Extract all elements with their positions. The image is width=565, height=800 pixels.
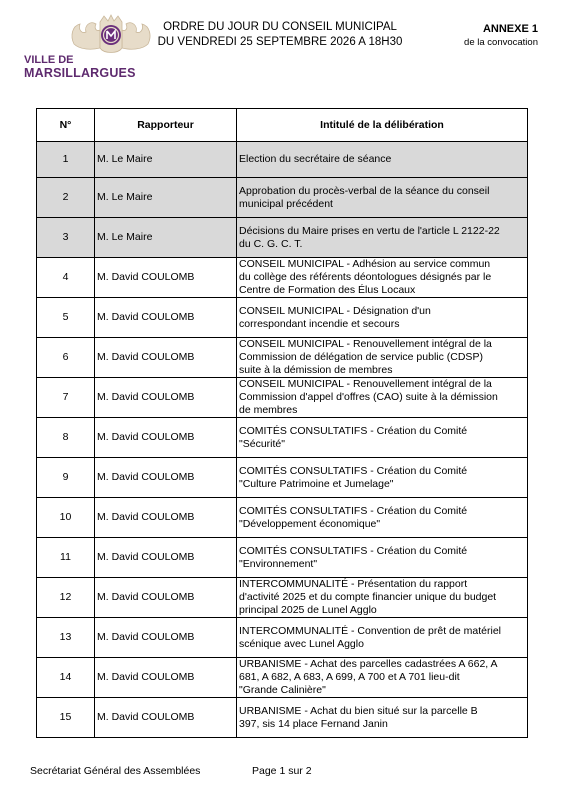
table-row [37,258,528,298]
item-intitule [237,258,528,298]
item-rapporteur: M. David COULOMB [95,418,237,458]
item-number: 15 [37,698,95,738]
item-intitule [237,298,528,338]
coat-of-arms-emblem [66,14,156,58]
column-header-intitule: Intitulé de la délibération [237,109,528,142]
document-title-line2: DU VENDREDI 25 SEPTEMBRE 2026 A 18H30 [157,36,403,48]
document-title [145,20,415,50]
item-rapporteur: M. David COULOMB [95,658,237,698]
intitule-line: COMITÉS CONSULTATIFS - Création du Comité [239,504,468,517]
item-number: 5 [37,298,95,338]
item-rapporteur: M. David COULOMB [95,258,237,298]
item-intitule [237,338,528,378]
item-number: 8 [37,418,95,458]
annex-subtitle: de la convocation [464,37,538,48]
table-row [37,658,528,698]
intitule-line: Centre de Formation des Élus Locaux [239,284,416,296]
item-number: 4 [37,258,95,298]
item-intitule [237,538,528,578]
table-row [37,618,528,658]
item-rapporteur: M. David COULOMB [95,458,237,498]
intitule-line: du C. G. C. T. [239,237,303,250]
item-number: 14 [37,658,95,698]
item-intitule [237,378,528,418]
annex-label [464,22,538,49]
intitule-line: municipal précédent [239,197,333,210]
column-header-number: N° [37,109,95,142]
table-row [37,538,528,578]
table-row [37,142,528,178]
intitule-line: "Grande Calinière" [239,684,326,696]
table-row [37,338,528,378]
intitule-line: CONSEIL MUNICIPAL - Adhésion au service commun [239,258,491,270]
footer-page-number: Page 1 sur 2 [252,765,312,777]
intitule-line: 681, A 682, A 683, A 699, A 700 et A 701 lieu-dit [239,671,460,683]
item-intitule [237,178,528,218]
intitule-line: du collège des référents déontologues désignés par le [239,271,492,283]
intitule-line: Décisions du Maire prises en vertu de l'article L 2122-22 [239,224,500,237]
town-logo [24,14,164,82]
column-header-rapporteur: Rapporteur [95,109,237,142]
table-header-row [37,109,528,142]
table-row [37,378,528,418]
item-number: 7 [37,378,95,418]
footer-department: Secrétariat Général des Assemblées [30,765,201,777]
table-row [37,578,528,618]
intitule-line: INTERCOMMUNALITÉ - Présentation du rapport [239,578,468,590]
intitule-line: d'activité 2025 et du compte financier unique du budget [239,591,497,603]
table-row [37,458,528,498]
intitule-line: "Culture Patrimoine et Jumelage" [239,477,394,490]
item-rapporteur: M. David COULOMB [95,698,237,738]
item-intitule [237,698,528,738]
intitule-line: Approbation du procès-verbal de la séance du conseil [239,184,490,197]
item-number: 11 [37,538,95,578]
agenda-table-body [37,142,528,738]
intitule-line: "Environnement" [239,557,318,570]
town-name-main: MARSILLARGUES [24,66,136,80]
intitule-line: principal 2025 de Lunel Agglo [239,604,377,616]
item-number: 10 [37,498,95,538]
item-rapporteur: M. Le Maire [95,142,237,178]
intitule-line: de membres [239,404,298,416]
item-intitule [237,418,528,458]
table-row [37,178,528,218]
intitule-line: Election du secrétaire de séance [239,153,392,165]
intitule-line: correspondant incendie et secours [239,317,400,330]
intitule-line: INTERCOMMUNALITÉ - Convention de prêt de matériel [239,624,502,637]
item-intitule [237,578,528,618]
item-rapporteur: M. David COULOMB [95,498,237,538]
annex-title: ANNEXE 1 [482,23,538,35]
table-row [37,698,528,738]
intitule-line: URBANISME - Achat du bien situé sur la parcelle B [239,704,478,717]
item-number: 1 [37,142,95,178]
item-rapporteur: M. Le Maire [95,218,237,258]
table-row [37,418,528,458]
intitule-line: Commission d'appel d'offres (CAO) suite à la démission [239,391,498,403]
item-rapporteur: M. David COULOMB [95,378,237,418]
intitule-line: COMITÉS CONSULTATIFS - Création du Comité [239,424,468,437]
intitule-line: Commission de délégation de service public (CDSP) [239,351,483,363]
item-number: 13 [37,618,95,658]
item-number: 9 [37,458,95,498]
item-intitule [237,142,528,178]
item-rapporteur: M. David COULOMB [95,538,237,578]
item-rapporteur: M. David COULOMB [95,298,237,338]
item-rapporteur: M. Le Maire [95,178,237,218]
item-intitule [237,498,528,538]
intitule-line: "Développement économique" [239,517,381,530]
item-number: 2 [37,178,95,218]
intitule-line: COMITÉS CONSULTATIFS - Création du Comité [239,464,468,477]
intitule-line: CONSEIL MUNICIPAL - Désignation d'un [239,304,431,317]
item-number: 6 [37,338,95,378]
item-number: 3 [37,218,95,258]
table-row [37,218,528,258]
town-name-prefix: VILLE DE [24,54,74,66]
item-rapporteur: M. David COULOMB [95,578,237,618]
town-name [24,54,136,80]
item-intitule [237,658,528,698]
intitule-line: URBANISME - Achat des parcelles cadastrées A 662, A [239,658,498,670]
document-title-line1: ORDRE DU JOUR DU CONSEIL MUNICIPAL [163,21,397,33]
item-rapporteur: M. David COULOMB [95,338,237,378]
intitule-line: "Sécurité" [239,437,285,450]
table-row [37,498,528,538]
intitule-line: scénique avec Lunel Agglo [239,637,364,650]
intitule-line: CONSEIL MUNICIPAL - Renouvellement intégral de la [239,338,492,350]
intitule-line: 397, sis 14 place Fernand Janin [239,717,388,730]
intitule-line: COMITÉS CONSULTATIFS - Création du Comité [239,544,468,557]
item-intitule [237,618,528,658]
table-row [37,298,528,338]
intitule-line: CONSEIL MUNICIPAL - Renouvellement intégral de la [239,378,492,390]
item-intitule [237,458,528,498]
intitule-line: suite à la démission de membres [239,364,393,376]
item-number: 12 [37,578,95,618]
item-rapporteur: M. David COULOMB [95,618,237,658]
agenda-table [36,108,528,738]
item-intitule [237,218,528,258]
